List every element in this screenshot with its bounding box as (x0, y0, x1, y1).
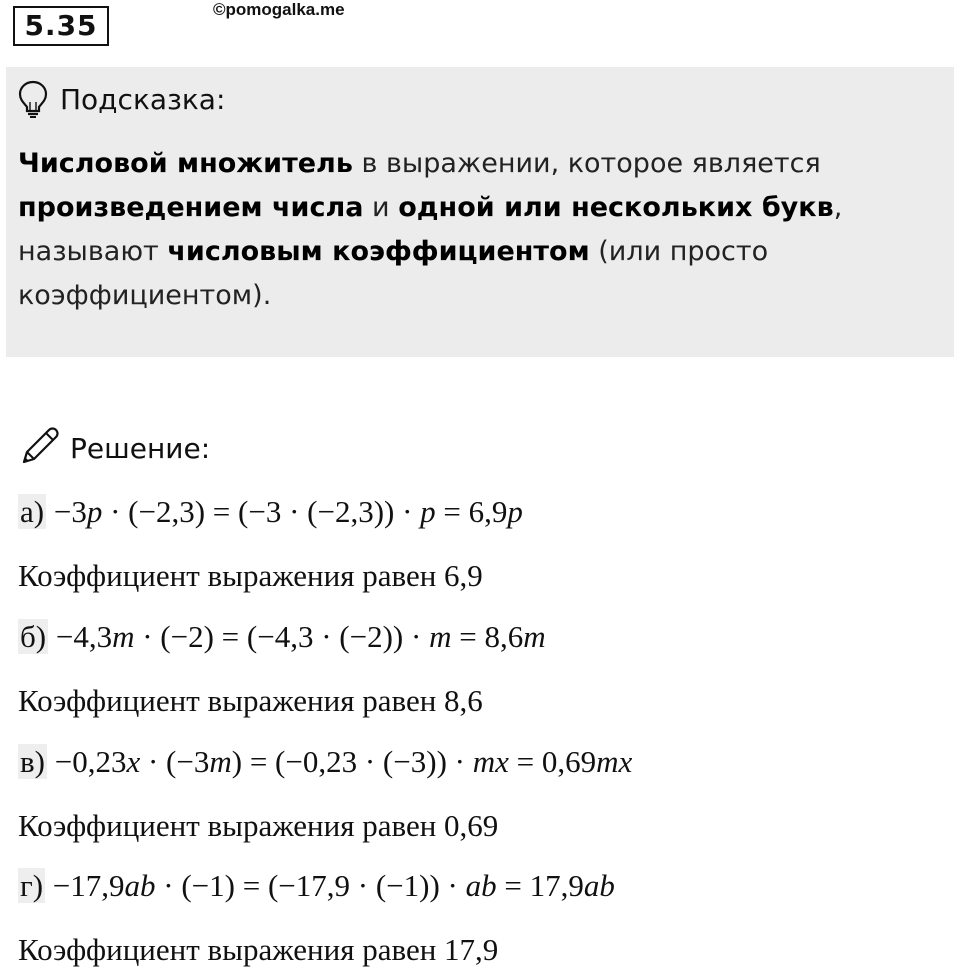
task-number: 5.35 (13, 6, 109, 46)
expression-variable: p (507, 494, 523, 529)
solution-answer-b: Коэффициент выражения равен 8,6 (18, 683, 483, 718)
hint-term-letters: одной или нескольких букв (398, 192, 834, 223)
expression (46, 494, 523, 529)
solution-expression-c (18, 744, 632, 780)
watermark: ©pomogalka.me (213, 0, 345, 19)
expression-text: ) = (−0,23 · (−3)) · (231, 744, 473, 779)
hint-line-3 (18, 230, 938, 274)
expression-text: = 17,9 (496, 868, 584, 903)
expression-variable: m (112, 619, 135, 654)
expression-variable: mx (596, 744, 633, 779)
item-label: в) (20, 744, 45, 779)
hint-header (18, 80, 225, 118)
expression-text: · (−2) = (−4,3 · (−2)) · (134, 619, 430, 654)
item-label: а) (20, 494, 45, 529)
expression-variable: mx (472, 744, 509, 779)
expression (47, 744, 632, 779)
expression-text: · (−2,3) = (−3 · (−2,3)) · (102, 494, 421, 529)
hint-term-numeric-factor: Числовой множитель (18, 148, 353, 179)
expression-text: −3 (46, 494, 87, 529)
solution-answer-d: Коэффициент выражения равен 17,9 (18, 932, 499, 967)
item-label: г) (20, 868, 44, 903)
expression-text: = 6,9 (435, 494, 508, 529)
expression (45, 868, 615, 903)
solution-title: Решение: (70, 431, 211, 465)
hint-text-fragment: и (363, 192, 399, 223)
expression-variable: ab (465, 868, 497, 903)
hint-text-fragment: в выражении, которое является (352, 148, 821, 179)
expression-variable: ab (583, 868, 615, 903)
expression-variable: m (523, 619, 546, 654)
hint-line-1 (18, 142, 938, 186)
solution-answer-c: Коэффициент выражения равен 0,69 (18, 808, 499, 843)
expression-variable: x (126, 744, 141, 779)
hint-text-fragment: , (833, 192, 843, 223)
item-label: б) (20, 619, 47, 654)
expression-variable: m (429, 619, 452, 654)
expression-variable: p (420, 494, 436, 529)
pencil-icon (18, 424, 62, 472)
expression-text: · (−3 (140, 744, 210, 779)
expression-text: · (−1) = (−17,9 · (−1)) · (155, 868, 466, 903)
solution-answer-a: Коэффициент выражения равен 6,9 (18, 558, 483, 593)
expression-text: −17,9 (45, 868, 125, 903)
expression-variable: ab (124, 868, 156, 903)
solution-header (18, 424, 210, 472)
hint-line-4: коэффициентом). (18, 280, 272, 311)
expression-text: = 8,6 (451, 619, 524, 654)
solution-expression-d (18, 868, 615, 904)
hint-term-product: произведением числа (18, 192, 364, 223)
expression-variable: p (86, 494, 103, 529)
hint-text-fragment: (или просто (589, 236, 769, 267)
hint-term-coefficient: числовым коэффициентом (167, 236, 590, 267)
expression-variable: m (209, 744, 232, 779)
expression-text: −4,3 (48, 619, 113, 654)
hint-text (18, 142, 938, 318)
expression-text: = 0,69 (508, 744, 597, 779)
hint-line-2 (18, 186, 938, 230)
solution-expression-b (18, 619, 546, 655)
hint-title: Подсказка: (60, 82, 226, 116)
hint-text-fragment: называют (18, 236, 168, 267)
solution-expression-a (18, 494, 523, 530)
expression (48, 619, 545, 654)
expression-text: −0,23 (46, 744, 127, 779)
lightbulb-icon (18, 80, 48, 118)
